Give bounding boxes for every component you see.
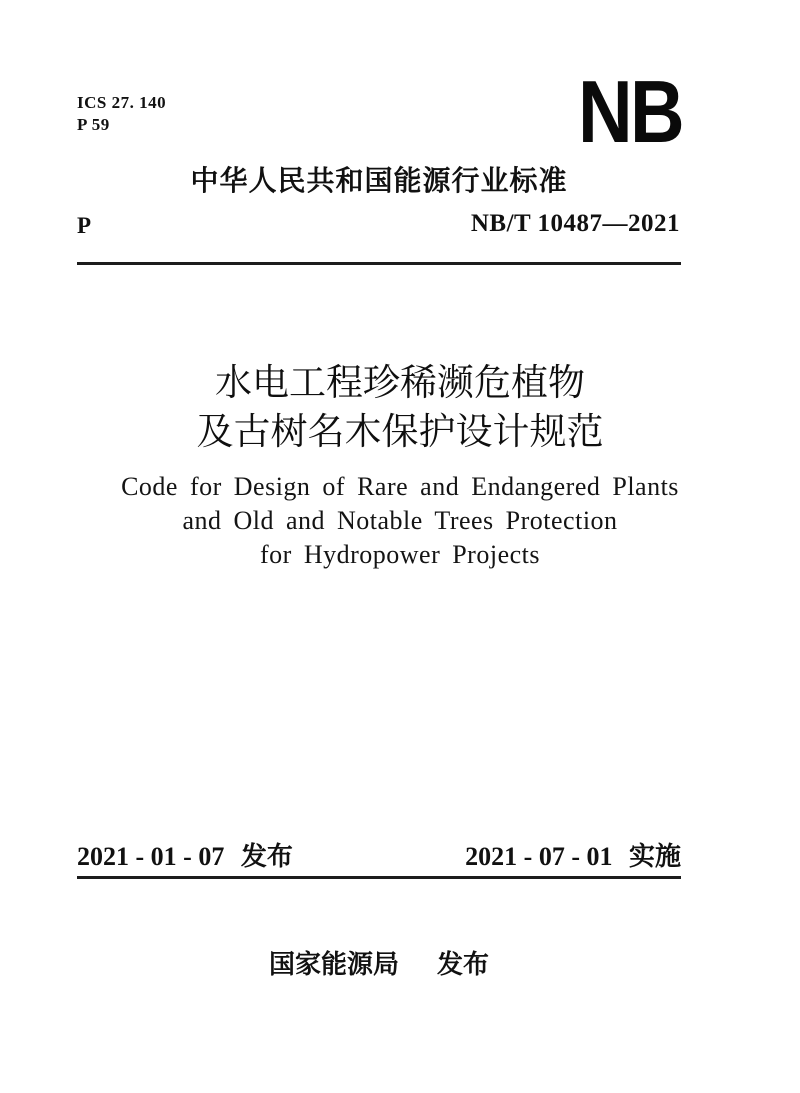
publisher-row [77, 948, 681, 980]
title-chinese-line1: 水电工程珍稀濒危植物 [215, 363, 585, 404]
title-english-line1: Code for Design of Rare and Endangered Plants [121, 472, 679, 501]
publisher-name: 国家能源局 [268, 949, 399, 979]
issue-date: 2021 - 01 - 07 [77, 842, 225, 871]
implement-date: 2021 - 07 - 01 [465, 842, 613, 871]
title-chinese [40, 359, 760, 457]
title-english-line3: for Hydropower Projects [260, 540, 540, 569]
title-english-line2: and Old and Notable Trees Protection [182, 506, 618, 535]
standard-category-title: 中华人民共和国能源行业标准 [190, 165, 568, 196]
header-divider-rule [77, 262, 681, 265]
nb-logo: NB [577, 62, 682, 161]
implement-date-label: 实施 [628, 841, 681, 871]
footer-divider-rule [77, 876, 681, 879]
china-class-code: P 59 [77, 115, 110, 134]
title-chinese-line2: 及古树名木保护设计规范 [196, 412, 604, 453]
doc-class-letter: P [77, 213, 92, 238]
ics-classification-block [77, 92, 166, 136]
dates-row [77, 841, 681, 872]
issue-date-group [77, 841, 293, 872]
standard-number: NB/T 10487—2021 [470, 210, 680, 237]
issue-date-label: 发布 [240, 841, 293, 871]
publisher-action: 发布 [437, 949, 490, 979]
title-english [40, 470, 760, 572]
implement-date-group [465, 841, 681, 872]
ics-code: ICS 27. 140 [77, 93, 167, 112]
